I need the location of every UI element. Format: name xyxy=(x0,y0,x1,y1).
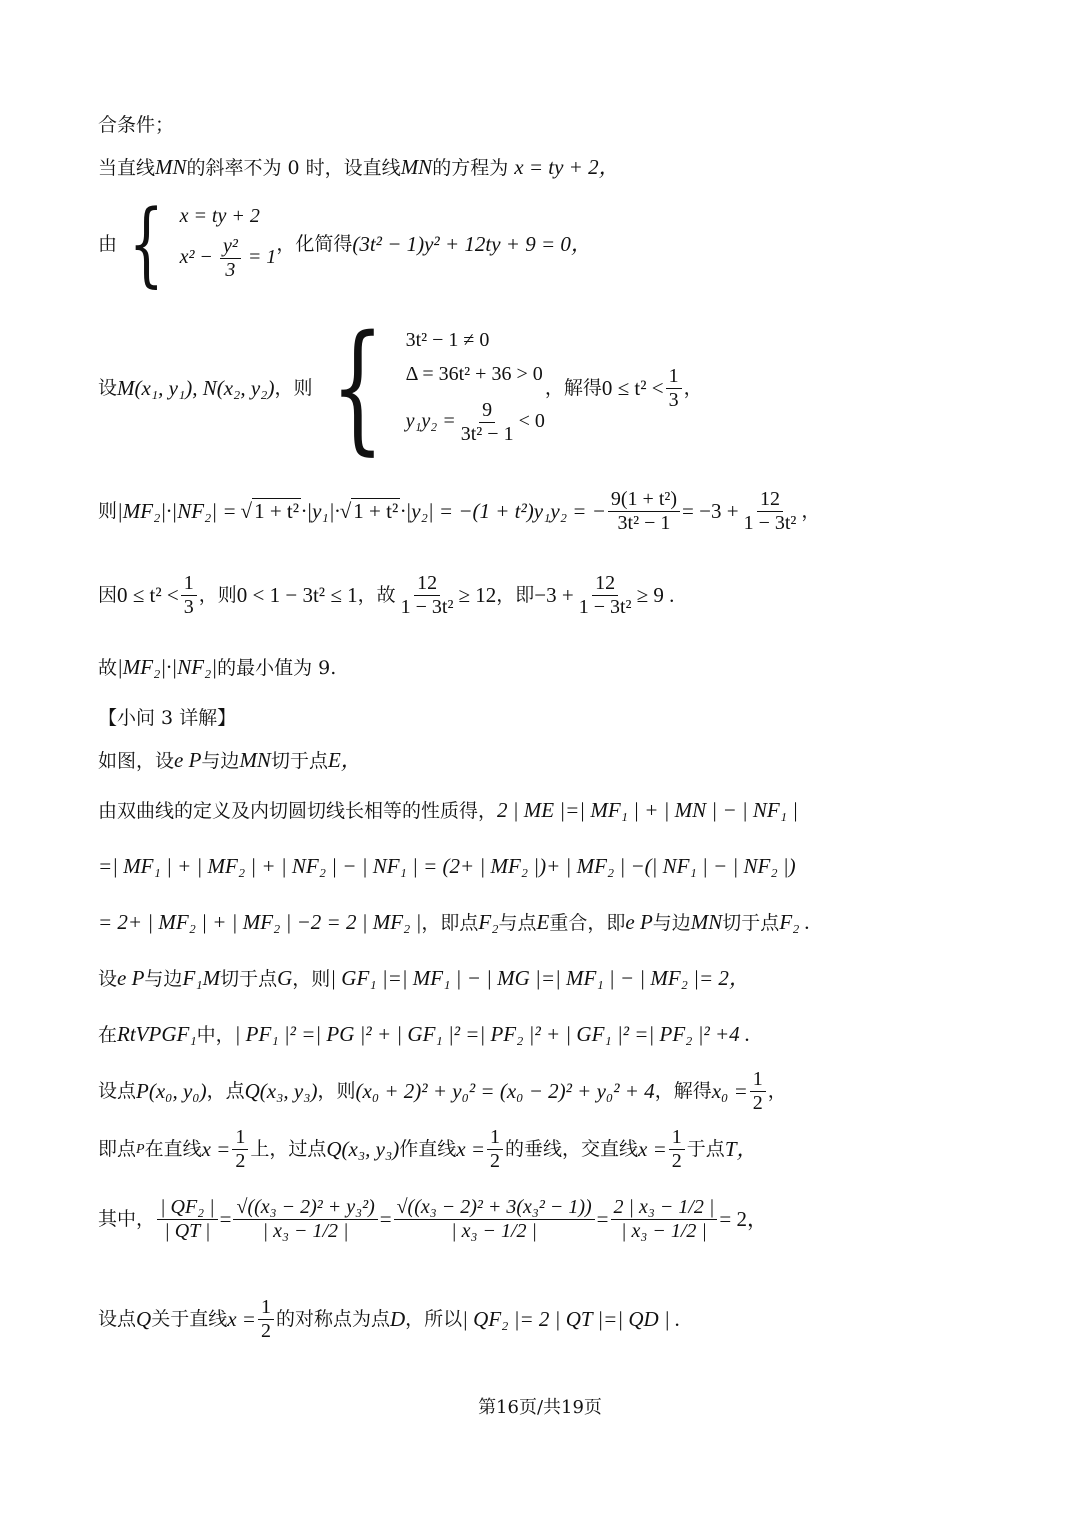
fraction xyxy=(458,399,517,446)
math: MN xyxy=(239,748,271,772)
equation: =| MF₁ | + | MF₂ | + | NF₂ | − | NF₁ | = (2+ | MF₂ |)+ | MF₂ | −(| NF₁ | − | NF₂ |) xyxy=(98,854,796,878)
text: 切于点 xyxy=(220,968,278,990)
radicand: 1 + t² xyxy=(353,499,399,523)
denominator: 3t² − 1 xyxy=(617,512,671,534)
text: 由 xyxy=(98,232,118,255)
math: x = xyxy=(227,1307,256,1331)
text-line xyxy=(98,657,336,678)
page-footer xyxy=(0,1393,1080,1419)
math: F₂ . xyxy=(779,910,810,934)
math: x = xyxy=(638,1137,667,1161)
fraction xyxy=(741,488,800,535)
math: MN xyxy=(155,155,187,179)
equation: ≥ 9 . xyxy=(636,583,675,607)
text-line xyxy=(98,750,362,771)
denominator: 3 xyxy=(668,388,679,411)
text-line xyxy=(98,1126,758,1173)
denominator: | x₃ − 1/2 | xyxy=(451,1220,538,1242)
text-line xyxy=(98,116,174,135)
text: 重合，即 xyxy=(549,912,626,934)
text: ，即点 xyxy=(421,912,479,934)
text: 设 xyxy=(98,968,118,990)
equals: = xyxy=(219,1207,232,1231)
text: ，化简得 xyxy=(276,232,353,255)
text-line xyxy=(98,968,750,989)
math: x = xyxy=(456,1137,486,1161)
numerator: | QF₂ | xyxy=(157,1196,218,1220)
text: ，即 xyxy=(496,584,535,606)
equation: |MF₂|·|NF₂| = xyxy=(117,499,237,523)
math: F₂ xyxy=(478,910,499,934)
text: 设点 xyxy=(98,1080,137,1102)
denominator: | x₃ − 1/2 | xyxy=(262,1220,349,1242)
text: ，解得 xyxy=(544,376,602,399)
numerator: y² xyxy=(220,235,241,259)
equation: | GF₁ |=| MF₁ | − | MG |=| MF₁ | − | MF₂ |= 2， xyxy=(330,966,750,990)
equation: |MF₂|·|NF₂| xyxy=(117,655,218,679)
text: ，所以 xyxy=(405,1308,463,1330)
numerator: 12 xyxy=(757,488,783,512)
numerator: 1 xyxy=(258,1296,274,1320)
equation: Δ = 36t² + 36 > 0 xyxy=(405,363,543,386)
numerator: √((x₃ − 2)² + y₃²) xyxy=(233,1196,377,1220)
text: 在 xyxy=(98,1024,118,1046)
page-number: 第16页/共19页 xyxy=(478,1397,602,1418)
equation: ·|y₁|· xyxy=(301,499,340,523)
fraction xyxy=(394,1196,595,1243)
text: 切于点 xyxy=(270,750,328,772)
fraction xyxy=(608,488,680,535)
equation: −3 + xyxy=(534,583,574,607)
math: P(x₀, y₀) xyxy=(136,1079,207,1103)
math: x₀ = xyxy=(711,1079,748,1103)
heading-text: 【小问 3 详解】 xyxy=(98,707,237,729)
text: ，故 xyxy=(357,584,396,606)
text: 则 xyxy=(98,500,118,522)
equation: (3t² − 1)y² + 12ty + 9 = 0， xyxy=(352,231,592,256)
math: E， xyxy=(327,748,362,772)
denominator: | QT | xyxy=(164,1220,211,1242)
text: 如图，设 xyxy=(98,750,175,772)
text: 中， xyxy=(196,1024,235,1046)
denominator: | x₃ − 1/2 | xyxy=(621,1220,707,1242)
math: x = xyxy=(201,1137,231,1161)
brace: { xyxy=(128,190,164,297)
denominator: 3 xyxy=(225,258,236,281)
equation: (x₀ + 2)² + y₀² = (x₀ − 2)² + y₀² + 4 xyxy=(355,1079,655,1103)
denominator: 1 − 3t² xyxy=(743,512,797,534)
math: D xyxy=(389,1307,406,1331)
text: 由双曲线的定义及内切圆切线长相等的性质得， xyxy=(98,800,498,822)
text-line xyxy=(98,800,798,821)
equation: 0 ≤ t² < xyxy=(601,375,664,400)
math: MN xyxy=(400,155,433,179)
numerator: 1 xyxy=(750,1068,766,1092)
math: < 0 xyxy=(518,409,545,432)
text-line xyxy=(98,1068,787,1115)
numerator: 1 xyxy=(669,1126,685,1150)
fraction xyxy=(750,1068,766,1115)
fraction xyxy=(398,572,457,619)
text: 上，过点 xyxy=(250,1138,327,1160)
numerator: 9 xyxy=(479,399,495,423)
math: E xyxy=(536,910,550,934)
text: 与边 xyxy=(201,750,240,772)
equation: = 2+ | MF₂ | + | MF₂ | −2 = 2 | MF₂ | xyxy=(98,910,422,934)
denominator: 2 xyxy=(752,1092,763,1114)
denominator: 2 xyxy=(671,1150,682,1172)
math: Q xyxy=(136,1307,152,1331)
numerator: √((x₃ − 2)² + 3(x₃² − 1)) xyxy=(394,1196,595,1220)
equation: 2 | ME |=| MF₁ | + | MN | − | NF₁ | xyxy=(497,798,799,822)
text: 因 xyxy=(98,584,118,606)
text-line xyxy=(98,190,592,297)
text: ， xyxy=(767,1080,787,1102)
numerator: 12 xyxy=(592,572,618,596)
math: T， xyxy=(724,1137,758,1161)
numerator: 1 xyxy=(666,365,682,389)
text: 与边 xyxy=(144,968,183,990)
text: 与点 xyxy=(498,912,537,934)
text: 即点 xyxy=(98,1138,137,1160)
fraction xyxy=(233,1196,377,1243)
math: e P xyxy=(625,910,653,934)
text: 当直线 xyxy=(98,157,156,179)
equation: = 2， xyxy=(719,1207,768,1231)
text: 作直线 xyxy=(399,1138,457,1160)
math: e P xyxy=(174,748,202,772)
equation: 3t² − 1 ≠ 0 xyxy=(405,329,490,352)
text: ，则 xyxy=(274,376,313,399)
math: Q(x₃, y₃) xyxy=(244,1079,318,1103)
fraction xyxy=(220,235,241,282)
fraction xyxy=(669,1126,685,1173)
equation xyxy=(180,232,277,285)
denominator: 1 − 3t² xyxy=(578,596,632,618)
fraction xyxy=(181,572,197,619)
numerator: 1 xyxy=(232,1126,248,1150)
equation: ·|y₂| = −(1 + t²)y₁y₂ = − xyxy=(400,499,606,523)
denominator: 2 xyxy=(260,1320,271,1342)
text: 的斜率不为 0 时，设直线 xyxy=(186,157,401,179)
text: 的垂线，交直线 xyxy=(505,1138,639,1160)
denominator: 3t² − 1 xyxy=(460,422,514,445)
equation: = −3 + xyxy=(682,499,739,523)
text-line xyxy=(98,856,796,877)
math: = 1 xyxy=(242,245,277,268)
text: 的最小值为 9. xyxy=(217,657,337,679)
equation: | QF₂ |= 2 | QT |=| QD | . xyxy=(462,1307,681,1331)
text: ， xyxy=(801,500,821,522)
equation xyxy=(406,396,545,449)
text: 其中， xyxy=(98,1208,156,1230)
text: ，则 xyxy=(292,968,331,990)
text: 合条件； xyxy=(98,114,175,136)
math: G xyxy=(277,966,293,990)
equation-system xyxy=(117,190,277,297)
text: 在直线 xyxy=(144,1138,202,1160)
denominator: 2 xyxy=(235,1150,246,1172)
equation: 0 ≤ t² < xyxy=(117,583,179,607)
numerator: 1 xyxy=(487,1126,503,1150)
text: ，则 xyxy=(198,584,237,606)
text: 切于点 xyxy=(722,912,780,934)
text: ，解得 xyxy=(654,1080,712,1102)
numerator: 9(1 + t²) xyxy=(608,488,680,512)
text: 于点 xyxy=(686,1138,725,1160)
fraction xyxy=(666,365,682,412)
math: P xyxy=(136,1141,145,1157)
text-line xyxy=(98,488,820,535)
numerator: 2 | x₃ − 1/2 | xyxy=(611,1196,718,1220)
text-line xyxy=(98,1296,680,1343)
fraction xyxy=(232,1126,248,1173)
numerator: 1 xyxy=(181,572,197,596)
text: 故 xyxy=(98,657,118,679)
equation: ≥ 12 xyxy=(458,583,497,607)
fraction xyxy=(611,1196,718,1243)
text: ，则 xyxy=(317,1080,356,1102)
equals: = xyxy=(596,1207,609,1231)
denominator: 3 xyxy=(183,596,194,618)
denominator: 2 xyxy=(490,1150,501,1172)
equals: = xyxy=(379,1207,392,1231)
text-line xyxy=(98,1024,750,1045)
text: 设点 xyxy=(98,1308,137,1330)
math: F₁M xyxy=(182,966,221,990)
math: MN xyxy=(690,910,723,934)
text-line xyxy=(98,306,703,469)
sqrt: √1 + t² xyxy=(240,499,300,523)
text: ， xyxy=(683,376,703,399)
equation: x = ty + 2， xyxy=(514,155,620,179)
text: 的对称点为点 xyxy=(275,1308,390,1330)
text-line xyxy=(98,1196,768,1243)
fraction xyxy=(157,1196,218,1243)
denominator: 1 − 3t² xyxy=(400,596,454,618)
fraction xyxy=(487,1126,503,1173)
fraction xyxy=(258,1296,274,1343)
fraction xyxy=(576,572,635,619)
equation-system xyxy=(313,306,545,469)
text: 设 xyxy=(98,376,118,399)
math: e P xyxy=(117,966,145,990)
equation: 0 < 1 − 3t² ≤ 1 xyxy=(236,583,358,607)
section-heading xyxy=(98,709,236,728)
sqrt: √1 + t² xyxy=(339,499,399,523)
text: ，点 xyxy=(206,1080,245,1102)
text: 与边 xyxy=(652,912,691,934)
radicand: 1 + t² xyxy=(254,499,300,523)
math: Q(x₃, y₃) xyxy=(326,1137,400,1161)
numerator: 12 xyxy=(414,572,440,596)
brace: { xyxy=(330,306,384,469)
text-line xyxy=(98,912,810,933)
text-line xyxy=(98,572,674,619)
text: 关于直线 xyxy=(151,1308,228,1330)
equation: x = ty + 2 xyxy=(179,205,260,228)
math: RtVPGF₁ xyxy=(117,1022,197,1046)
math: y₁y₂ = xyxy=(405,409,456,432)
equation: | PF₁ |² =| PG |² + | GF₁ |² =| PF₂ |² + | GF₁ |² =| PF₂ |² +4 . xyxy=(234,1022,751,1046)
text-line xyxy=(98,157,620,178)
text: 的方程为 xyxy=(432,157,509,179)
equation: M(x₁, y₁), N(x₂, y₂) xyxy=(117,375,275,400)
math: x² − xyxy=(179,245,218,268)
